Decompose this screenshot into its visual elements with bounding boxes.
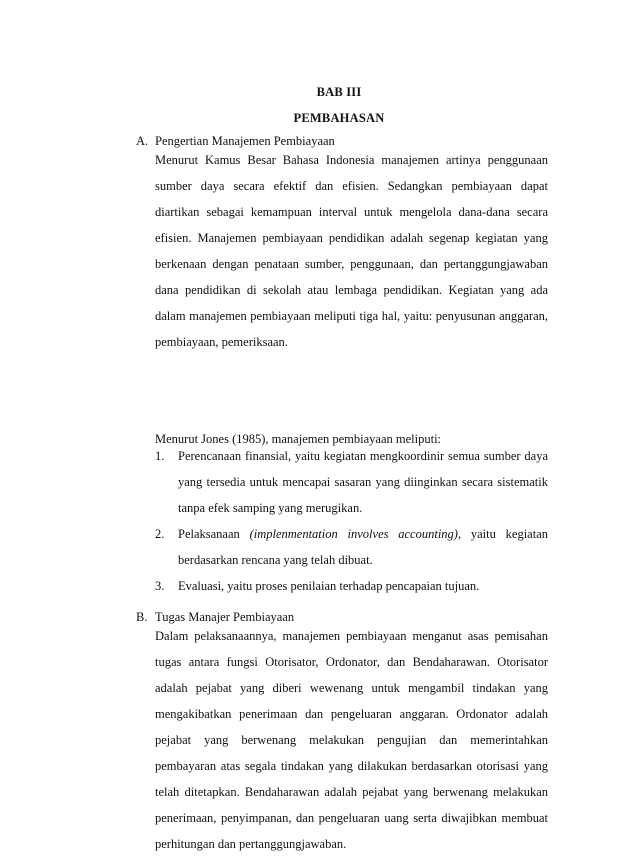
list-item (155, 521, 548, 573)
section-a-paragraph-1: Menurut Kamus Besar Bahasa Indonesia manajemen artinya penggunaan sumber daya secara efektif dan efisien. Sedangkan pembiayaan dapat diartikan sebagai kemampuan interval untuk mengelola dana-dana secara efisien. Manajemen pembiayaan pendidikan adalah segenap kegiatan yang berkenaan dengan penataan sumber, penggunaan, dan pertanggungjawaban dana pendidikan di sekolah atau lembaga pendidikan. Kegiatan yang ada dalam manajemen pembiayaan meliputi tiga hal, yaitu: penyusunan anggaran, pembiayaan, pemeriksaan. (155, 153, 548, 349)
list-item-text: Evaluasi, yaitu proses penilaian terhadap pencapaian tujuan. (178, 579, 480, 593)
list-item (155, 443, 548, 521)
section-b-letter: B. (136, 610, 148, 624)
list-item-text-start: Pelaksanaan (178, 527, 250, 541)
section-a-paragraph-2: Menurut Jones (1985), manajemen pembiayaan meliputi: (155, 432, 442, 446)
chapter-title: PEMBAHASAN (293, 111, 385, 125)
list-item (155, 573, 548, 599)
list-item-number: 3. (155, 579, 165, 593)
list-item-text-end: , yaitu kegiatan berdasarkan rencana yang telah dibuat. (178, 527, 548, 567)
chapter-number: BAB III (316, 85, 362, 99)
list-item-number: 1. (155, 449, 165, 463)
list-item-text: Perencanaan finansial, yaitu kegiatan mengkoordinir semua sumber daya yang tersedia untuk mencapai sasaran yang diinginkan secara sistematik tanpa efek samping yang merugikan. (178, 449, 548, 515)
section-a-letter: A. (136, 134, 149, 148)
section-a-title: Pengertian Manajemen Pembiayaan (155, 134, 335, 148)
section-b-title: Tugas Manajer Pembiayaan (155, 610, 295, 624)
section-b-paragraph-1: Dalam pelaksanaannya, manajemen pembiayaan menganut asas pemisahan tugas antara fungsi Otorisator, Ordonator, dan Bendaharawan. Otorisator adalah pejabat yang diberi wewenang untuk mengambil tindakan yang mengakibatkan penerimaan dan pengeluaran anggaran. Ordonator adalah pejabat yang berwenang melakukan pengujian dan memerintahkan pembayaran atas segala tindakan yang dilakukan berdasarkan otorisasi yang telah ditetapkan. Bendaharawan adalah pejabat yang berwenang melakukan penerimaan, penyimpanan, dan pengeluaran uang serta diwajibkan membuat perhitungan dan pertanggungjawaban. (155, 629, 548, 851)
list-item-number: 2. (155, 527, 165, 541)
list-item-italic-term: (implenmentation involves accounting) (249, 527, 458, 541)
list-item-text (178, 521, 548, 573)
